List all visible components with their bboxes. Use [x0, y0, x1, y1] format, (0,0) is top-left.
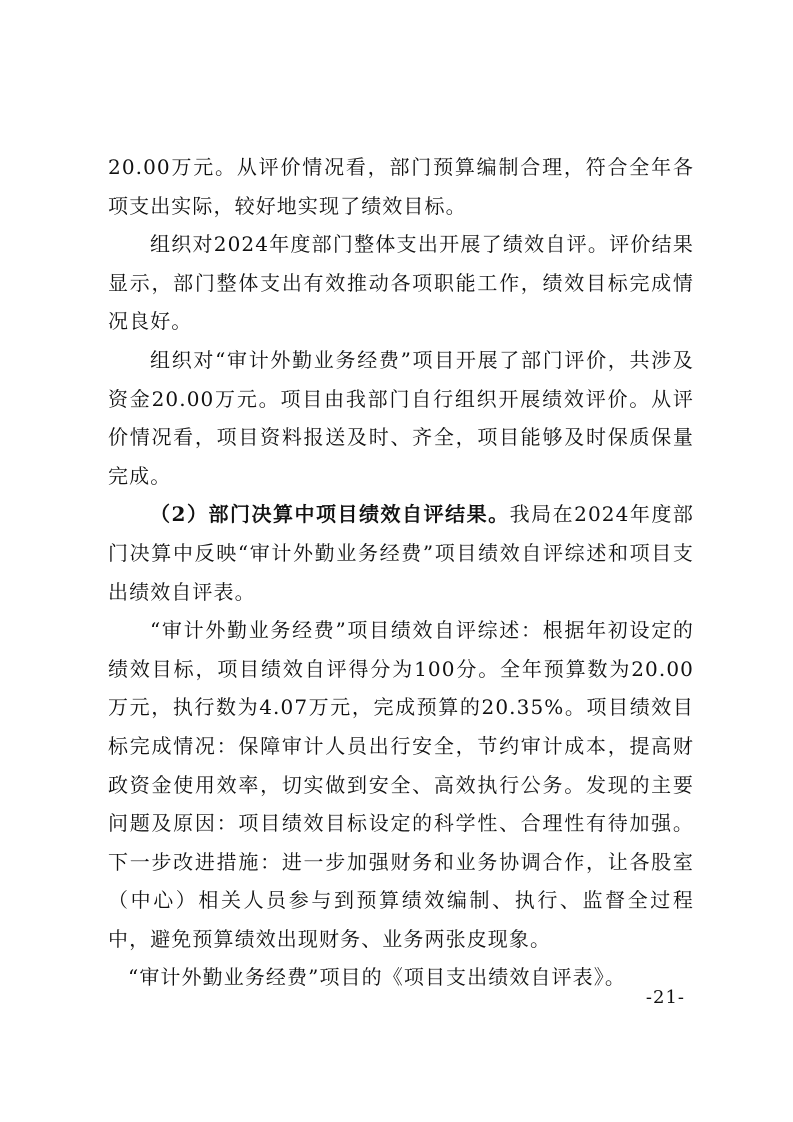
paragraph-6-text: “审计外勤业务经费”项目的《项目支出绩效自评表》。 — [128, 965, 626, 990]
section-heading: （2）部门决算中项目绩效自评结果。 — [150, 502, 510, 527]
paragraph-2-text: 组织对2024年度部门整体支出开展了绩效自评。评价结果显示，部门整体支出有效推动各项职能工作，绩效目标完成情况良好。 — [108, 232, 694, 334]
paragraph-4-text: 我局在2024年度部门决算中反映“审计外勤业务经费”项目绩效自评综述和项目支出绩效自评表。 — [108, 502, 694, 604]
paragraph-3 — [108, 341, 694, 495]
paragraph-5 — [108, 611, 694, 958]
paragraph-5-text: “审计外勤业务经费”项目绩效自评综述：根据年初设定的绩效目标，项目绩效自评得分为100分。全年预算数为20.00万元，执行数为4.07万元，完成预算的20.35%。项目绩效目标完成情况：保障审计人员出行安全，节约审计成本，提高财政资金使用效率，切实做到安全、高效执行公务。发现的主要问题及原因：项目绩效目标设定的科学性、合理性有待加强。下一步改进措施：进一步加强财务和业务协调合作，让各股室（中心）相关人员参与到预算绩效编制、执行、监督全过程中，避免预算绩效出现财务、业务两张皮现象。 — [108, 618, 694, 951]
paragraph-2 — [108, 225, 694, 341]
body-text — [108, 148, 694, 997]
paragraph-1 — [108, 148, 694, 225]
paragraph-1-text: 20.00万元。从评价情况看，部门预算编制合理，符合全年各项支出实际，较好地实现了绩效目标。 — [108, 155, 694, 218]
paragraph-6 — [108, 958, 694, 997]
page-number: -21- — [645, 987, 685, 1008]
paragraph-3-text: 组织对“审计外勤业务经费”项目开展了部门评价，共涉及资金20.00万元。项目由我部门自行组织开展绩效评价。从评价情况看，项目资料报送及时、齐全，项目能够及时保质保量完成。 — [108, 347, 694, 488]
paragraph-4 — [108, 495, 694, 611]
